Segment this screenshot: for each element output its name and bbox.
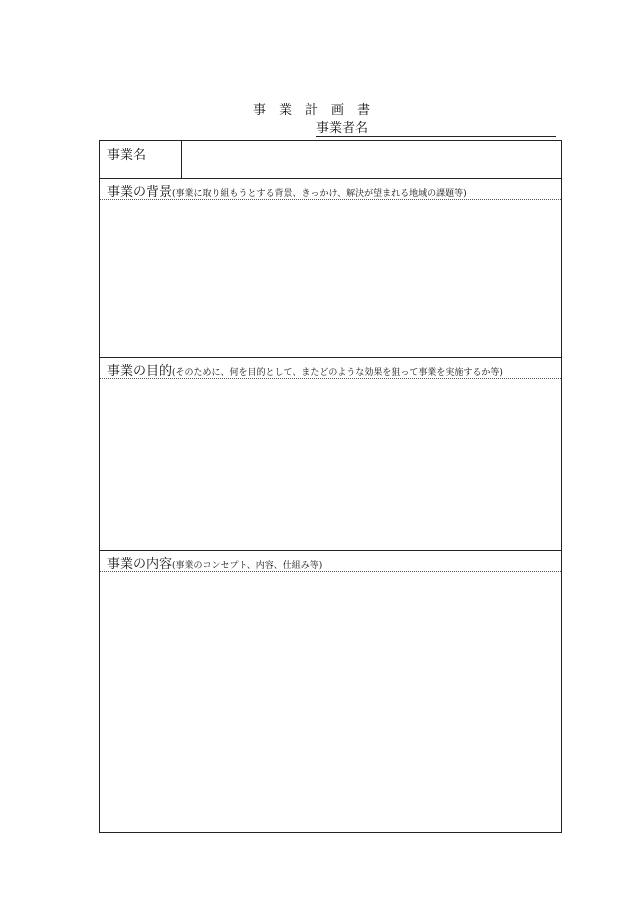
section-background-field[interactable]	[100, 200, 561, 357]
document-title: 事業計画書	[252, 103, 383, 118]
section-content-note: (事業のコンセプト、内容、仕組み等)	[172, 561, 323, 571]
business-name-row	[100, 141, 561, 179]
section-background	[100, 179, 561, 358]
business-plan-form	[99, 140, 562, 833]
section-purpose-field[interactable]	[100, 379, 561, 550]
section-content	[100, 551, 561, 832]
applicant-name-field[interactable]	[316, 120, 556, 137]
section-content-field[interactable]	[100, 572, 561, 831]
section-purpose-header	[100, 358, 561, 379]
section-content-header	[100, 551, 561, 572]
applicant-name-label: 事業者名	[316, 121, 369, 136]
section-background-note: (事業に取り組もうとする背景、きっかけ、解決が望まれる地域の課題等)	[172, 189, 467, 199]
section-background-title: 事業の背景	[107, 185, 173, 200]
section-purpose	[100, 358, 561, 551]
section-content-title: 事業の内容	[107, 557, 173, 572]
business-name-field[interactable]	[182, 141, 561, 178]
section-background-header	[100, 179, 561, 200]
section-purpose-title: 事業の目的	[107, 364, 173, 379]
section-purpose-note: (そのために、何を目的として、またどのような効果を狙って事業を実施するか等)	[172, 368, 503, 378]
business-name-label: 事業名	[100, 141, 182, 178]
